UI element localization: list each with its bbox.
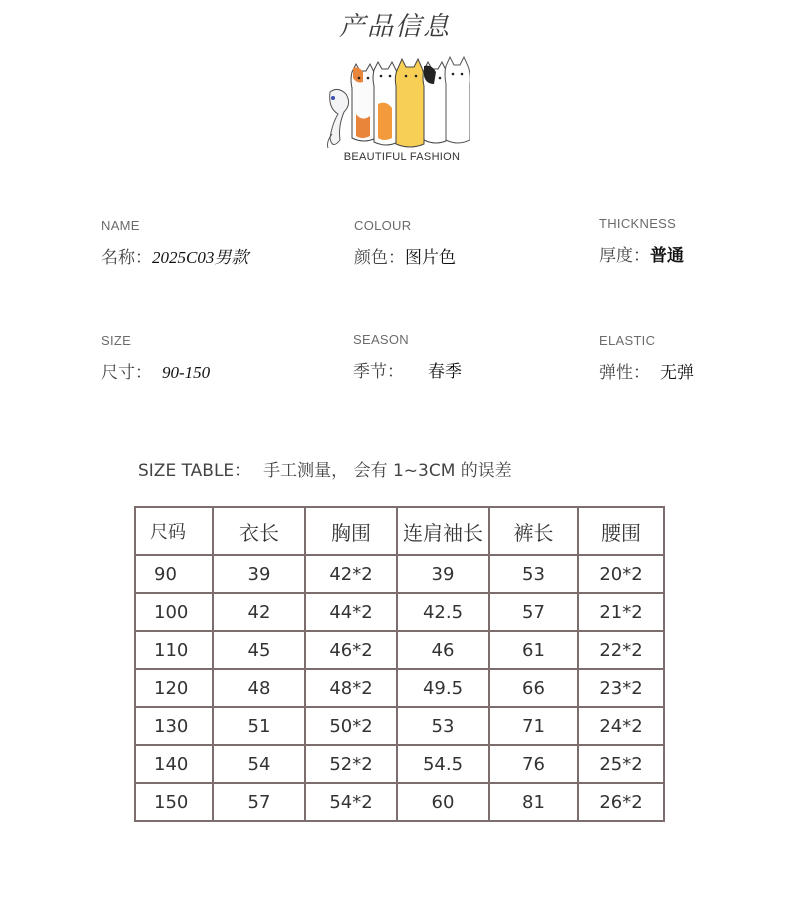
info-label-en: SEASON (353, 332, 409, 347)
info-label-cn: 厚度： (599, 246, 650, 266)
info-label-en: SIZE (101, 333, 132, 348)
info-label-cn: 季节： (353, 362, 404, 382)
table-cell: 46*2 (305, 631, 397, 669)
header-cell: 胸围 (305, 507, 397, 555)
info-size (101, 333, 210, 383)
header-cell: 连肩袖长 (397, 507, 489, 555)
info-value: 90-150 (162, 363, 211, 382)
info-name (101, 218, 248, 268)
table-row (135, 745, 664, 783)
info-label-cn: 尺寸： (101, 363, 152, 383)
table-cell: 39 (397, 555, 489, 593)
table-cell: 76 (489, 745, 578, 783)
table-cell: 21*2 (578, 593, 664, 631)
header-cell: 裤长 (489, 507, 578, 555)
info-value: 普通 (650, 246, 684, 266)
info-value: 2025C03男款 (152, 248, 249, 267)
info-colour (354, 218, 456, 268)
table-cell: 53 (489, 555, 578, 593)
size-table-caption-cn: 手工测量， 会有 1~3CM 的误差 (263, 461, 512, 481)
info-value: 无弹 (660, 363, 694, 383)
table-cell: 150 (135, 783, 213, 821)
info-season (353, 332, 462, 382)
table-row (135, 593, 664, 631)
info-label-cn: 弹性： (599, 363, 650, 383)
table-cell: 53 (397, 707, 489, 745)
table-cell: 48 (213, 669, 305, 707)
table-cell: 26*2 (578, 783, 664, 821)
size-table-caption (138, 456, 512, 481)
table-cell: 48*2 (305, 669, 397, 707)
table-row (135, 707, 664, 745)
table-cell: 54.5 (397, 745, 489, 783)
table-cell: 110 (135, 631, 213, 669)
table-row (135, 669, 664, 707)
table-row (135, 555, 664, 593)
table-cell: 50*2 (305, 707, 397, 745)
info-value: 图片色 (405, 248, 456, 268)
table-cell: 51 (213, 707, 305, 745)
page-title: 产品信息 (338, 12, 451, 42)
table-cell: 24*2 (578, 707, 664, 745)
info-elastic (599, 333, 694, 383)
table-cell: 45 (213, 631, 305, 669)
table-cell: 81 (489, 783, 578, 821)
table-header-row (135, 507, 664, 555)
table-cell: 61 (489, 631, 578, 669)
table-cell: 44*2 (305, 593, 397, 631)
table-cell: 42*2 (305, 555, 397, 593)
header-cell: 衣长 (213, 507, 305, 555)
table-cell: 20*2 (578, 555, 664, 593)
table-cell: 130 (135, 707, 213, 745)
table-cell: 66 (489, 669, 578, 707)
table-cell: 54*2 (305, 783, 397, 821)
table-cell: 100 (135, 593, 213, 631)
table-cell: 42.5 (397, 593, 489, 631)
table-cell: 120 (135, 669, 213, 707)
table-cell: 46 (397, 631, 489, 669)
size-table (134, 506, 665, 822)
table-row (135, 783, 664, 821)
table-cell: 54 (213, 745, 305, 783)
table-cell: 25*2 (578, 745, 664, 783)
table-cell: 52*2 (305, 745, 397, 783)
info-label-cn: 名称： (101, 248, 152, 268)
header-cell: 尺码 (135, 507, 213, 555)
table-row (135, 631, 664, 669)
table-cell: 22*2 (578, 631, 664, 669)
table-cell: 49.5 (397, 669, 489, 707)
info-value: 春季 (428, 362, 462, 382)
info-label-cn: 颜色： (354, 248, 405, 268)
table-cell: 71 (489, 707, 578, 745)
table-cell: 140 (135, 745, 213, 783)
info-label-en: COLOUR (354, 218, 412, 233)
table-cell: 23*2 (578, 669, 664, 707)
brand-name: BEAUTIFUL FASHION (343, 151, 461, 163)
table-cell: 39 (213, 555, 305, 593)
table-cell: 60 (397, 783, 489, 821)
table-cell: 57 (489, 593, 578, 631)
table-cell: 90 (135, 555, 213, 593)
table-cell: 42 (213, 593, 305, 631)
info-label-en: NAME (101, 218, 140, 233)
info-label-en: THICKNESS (599, 216, 677, 231)
size-table-caption-en: SIZE TABLE： (138, 461, 252, 481)
table-cell: 57 (213, 783, 305, 821)
info-label-en: ELASTIC (599, 333, 656, 348)
header-cell: 腰围 (578, 507, 664, 555)
info-thickness (599, 216, 684, 266)
